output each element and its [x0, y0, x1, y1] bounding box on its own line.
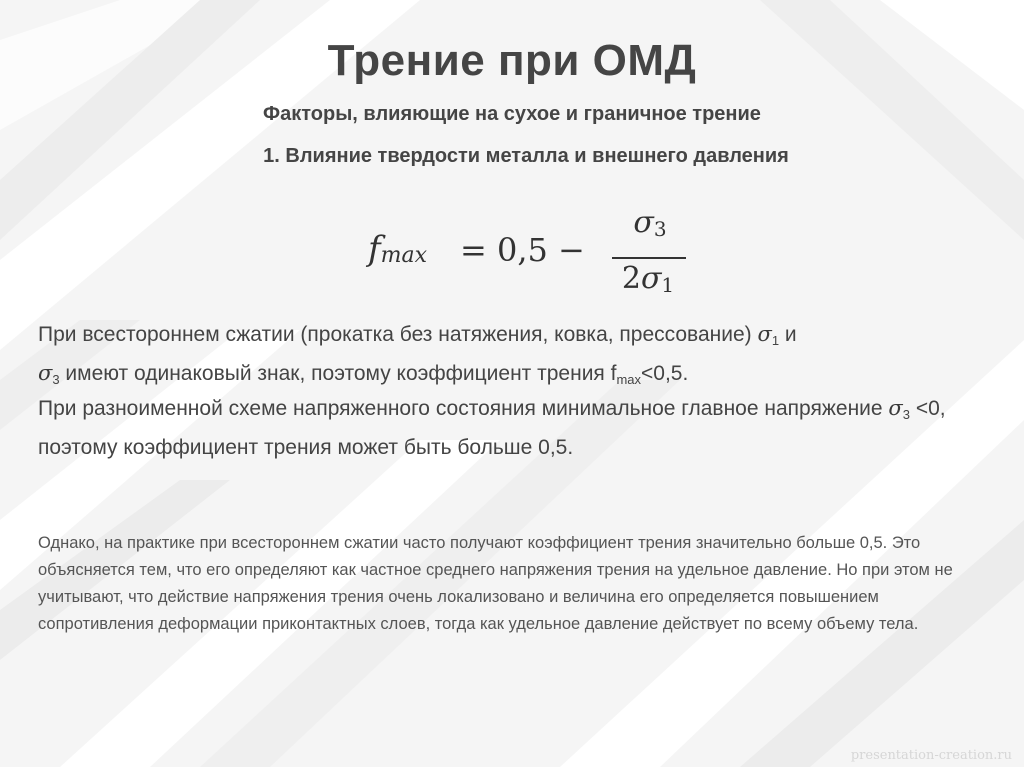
paragraph-2-text-end: <0, поэтому коэффициент трения может быть больше 0,5. — [38, 397, 946, 459]
f-max-subscript: max — [616, 372, 642, 387]
paragraph-compression — [38, 318, 996, 396]
formula-middle — [460, 231, 585, 269]
paragraph-2-text-start: При разноименной схеме напряженного состояния минимальное главное напряжение — [38, 397, 889, 420]
paragraph-1-text-mid: имеют одинаковый знак, поэтому коэффициент трения f — [59, 362, 617, 385]
slide-subtitle: Факторы, влияющие на сухое и граничное трение — [263, 103, 761, 125]
sigma-3-symbol: σ — [38, 361, 53, 385]
formula-denominator-coefficient: 2 — [621, 261, 641, 296]
watermark: presentation-creation.ru — [850, 748, 1012, 763]
paragraph-1-text-end: <0,5. — [641, 362, 689, 385]
formula-fraction-bar — [612, 257, 686, 259]
formula-constant: 0,5 — [496, 231, 548, 269]
section-heading: 1. Влияние твердости металла и внешнего давления — [263, 145, 789, 167]
formula-numerator-subscript: 3 — [653, 217, 667, 241]
formula-denominator — [608, 261, 688, 297]
sigma-1-symbol: σ — [757, 322, 772, 346]
paragraph-1-text-start: При всестороннем сжатии (прокатка без натяжения, ковка, прессование) — [38, 323, 758, 346]
formula-denominator-symbol: σ — [640, 261, 662, 296]
formula-numerator — [620, 205, 680, 241]
sigma-3-subscript: 3 — [902, 407, 910, 422]
sigma-1-subscript: 1 — [771, 333, 780, 348]
sigma-3-subscript: 3 — [52, 372, 60, 387]
formula-minus: − — [558, 231, 585, 269]
paragraph-1-text-and: и — [779, 323, 797, 346]
formula-lhs — [368, 229, 427, 269]
paragraph-opposite-stress — [38, 392, 996, 464]
practice-note: Однако, на практике при всестороннем сжатии часто получают коэффициент трения значительно больше 0,5. Это объясняется тем, что его определяют как частное среднего напряжения трения на удельное давление. Но при этом не учитывают, что действие напряжения трения очень локализовано и величина его определяется повышением сопротивления деформации приконтактных слоев, тогда как удельное давление действует по всему объему тела. — [38, 534, 953, 633]
sigma-3-symbol: σ — [888, 396, 903, 420]
formula-numerator-symbol: σ — [633, 205, 654, 240]
formula-denominator-subscript: 1 — [661, 273, 675, 297]
friction-formula — [368, 205, 688, 305]
formula-f-symbol: f — [368, 229, 381, 269]
slide-title: Трение при ОМД — [327, 36, 697, 85]
formula-f-subscript: max — [380, 243, 427, 268]
formula-equals: = — [460, 231, 487, 269]
